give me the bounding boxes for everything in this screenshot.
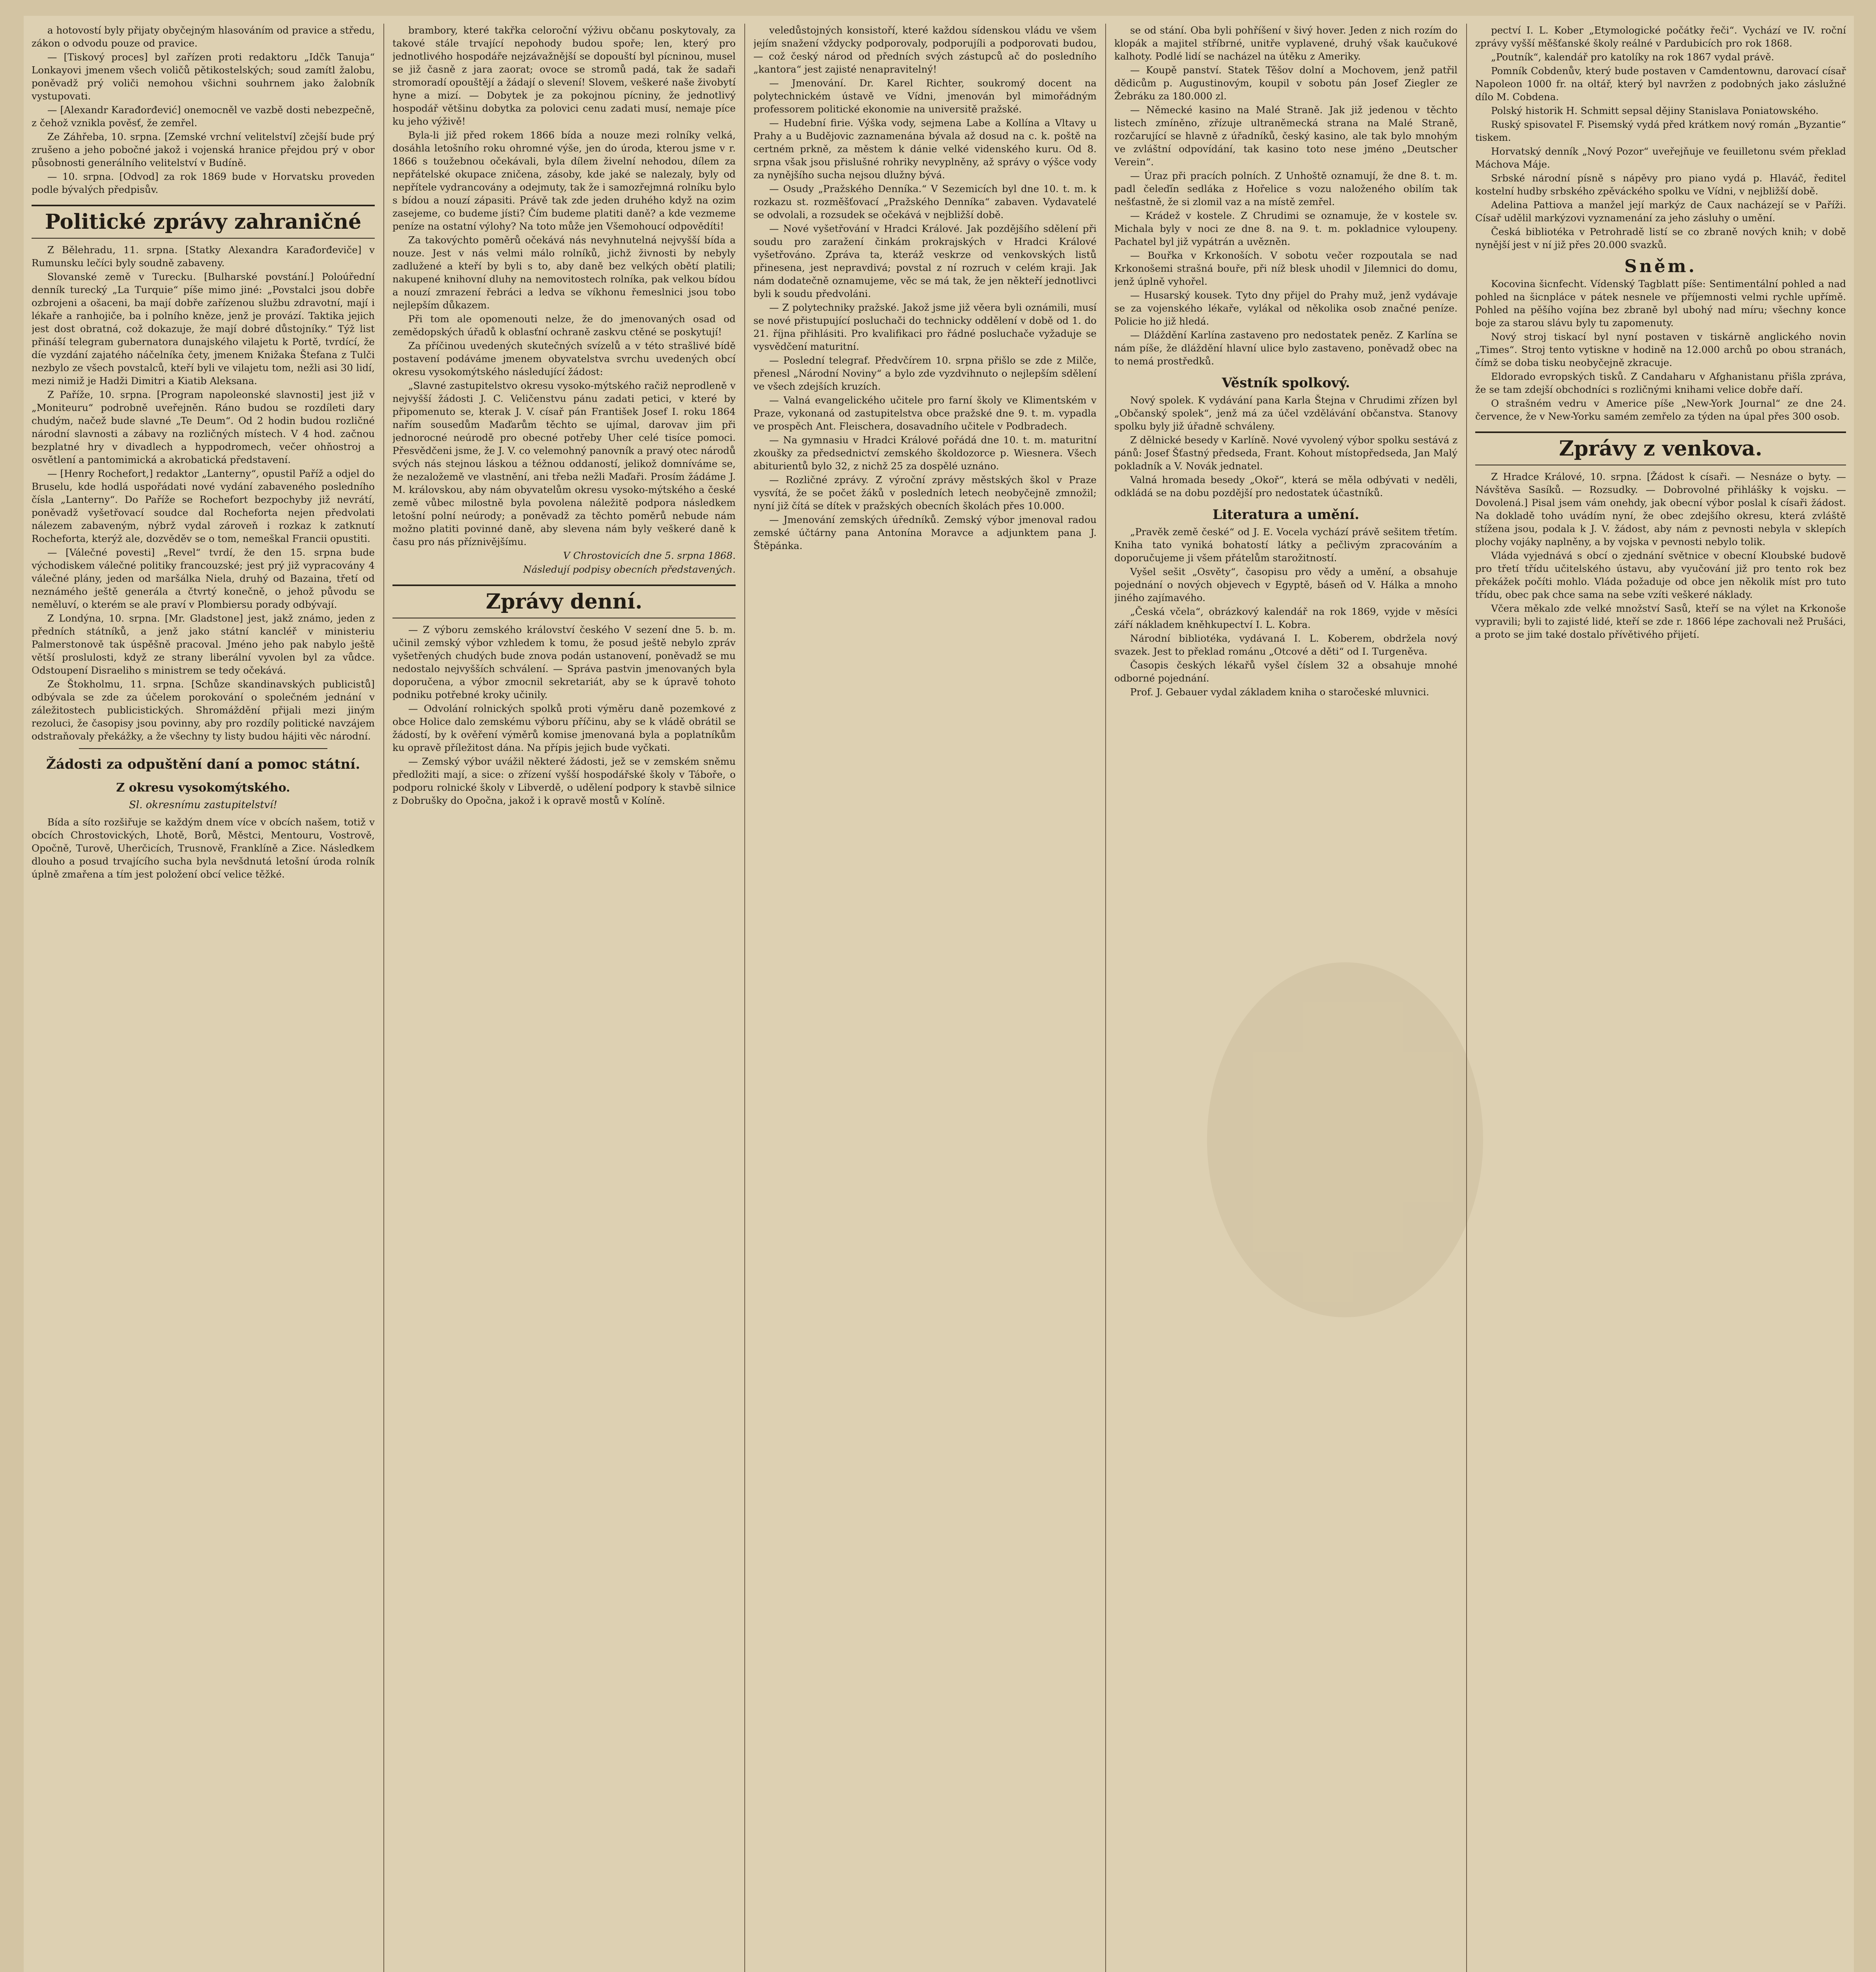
column-rule xyxy=(744,24,745,1972)
article-text: — Valná evangelického učitele pro farní školy ve Klimentském v Praze, vykonaná od zastupitelstva obce pražské dne 9. t. m. vypadla ve prospěch Ant. Fleischera, dosavadního učitele v Podbradech. xyxy=(753,394,1097,432)
article-text: — Z polytechniky pražské. Jakož jsme již věera byli oznámili, musí se nové přistupující posluchači do technicky oddělení v době od 1. do 21. října přihlásiti. Pro kvalifikaci pro řádné posluchače vyžaduje se vysvědčení maturitní. xyxy=(753,302,1097,352)
article-text: — Jmenování. Dr. Karel Richter, soukromý docent na polytechnickém ústavě ve Vídni, jmenován byl mimořádným professorem politické ekonomie na universitě pražské. xyxy=(753,77,1097,115)
article-text: Včera měkalo zde velké množství Sasů, kteří se na výlet na Krkonoše vypravili; byli to zajisté lidé, kteří se zde r. 1866 lépe zachovali než Prušáci, a proto se jim také dostalo přívětivého přijetí. xyxy=(1475,603,1846,640)
article-text: — Poslední telegraf. Předvčírem 10. srpna přišlo se zde z Milče, přenesl „Národní Noviny“ a bylo zde vyzdvihnuto o nejlepším sdělení ve všech zdejších kruzích. xyxy=(753,355,1097,392)
article-heading: Žádosti za odpuštění daní a pomoc státní. xyxy=(46,756,360,772)
article-text: — [Válečné povesti] „Revel“ tvrdí, že den 15. srpna bude východiskem válečné politiky francouzské; jest prý již vypracovány 4 válečné plány, jeden od maršálka Niela, druhý od Bazaina, třetí od neznámého ještě generála a čtvrtý konečně, o jehož původu se neměluví, o kterém se ale praví v Plombiersu porady odbývají. xyxy=(32,547,375,610)
article-text: — Dláždění Karlína zastaveno pro nedostatek peněz. Z Karlína se nám píše, že dláždění hlavní ulice bylo zastaveno, poněvadž obec na to nemá prostředků. xyxy=(1114,329,1457,367)
article-text: Byla-li již před rokem 1866 bída a nouze mezi rolníky velká, dosáhla letošního roku ohromné výše, jen do úroda, kterou jsme v r. 1866 s toužebnou očekávali, byla dílem živelní nehodou, dílem za nepřátelské okupace zničena, zásoby, kde jaké se nalezaly, byly od nepřítele vydrancovány a odejmuty, tak že i samozřejmná rolníku bylo s bídou a nouzí zápasiti. Právě tak zde jeden druhého když na ozim zasejeme, co budeme jísti? Čím budeme platiti daně? a kde vezmeme peníze na ostatní výlohy? Na toto může jen Všemohoucí odpovědíti! xyxy=(392,129,736,232)
article-text: Eldorado evropských tisků. Z Candaharu v Afghanistanu přišla zpráva, že se tam zdejší obchodníci s rozličnými knihami velice dobře daří. xyxy=(1475,371,1846,395)
article-text: — [Henry Rochefort,] redaktor „Lanterny“, opustil Paříž a odjel do Bruselu, kde hodlá uspořádati nové vydání zabaveného posledního čísla „Lanterny“. Do Paříže se Rochefort bezpochyby již nevrátí, poněvadž vyšetřovací soudce dal Rocheforta nejen předvolati nálezem zabaveným, nýbrž vydal zároveň i rozkaz k zatknutí Rocheforta, kterýž ale, dozvěděv se o tom, nemeškal Francii opustiti. xyxy=(32,468,375,544)
column-rule xyxy=(1105,24,1106,1972)
article-text: Za příčinou uvedených skutečných svízelů a v této strašlivé bídě postavení podáváme jmenem obyvatelstva svrchu uvedených obcí okresu vysokomýtského následující žádost: xyxy=(392,340,736,377)
article-text: Pomník Cobdenův, který bude postaven v Camdentownu, darovací císař Napoleon 1000 fr. na oltář, který byl navržen z podobných jako záslužné dílo M. Cobdena. xyxy=(1475,65,1846,103)
signature-line: V Chrostovicích dne 5. srpna 1868. xyxy=(563,550,736,561)
article-text: — 10. srpna. [Odvod] za rok 1869 bude v Horvatsku proveden podle bývalých předpisův. xyxy=(32,171,375,195)
article-salutation: Sl. okresnímu zastupitelství! xyxy=(129,799,278,811)
article-text: — Osudy „Pražského Denníka.“ V Sezemicích byl dne 10. t. m. k rozkazu st. rozměšťovací „Pražského Denníka“ zabaven. Vydavatelé se odvolali, a rozsudek se očekává v nejbližší době. xyxy=(753,183,1097,220)
article-text: a hotovostí byly přijaty obyčejným hlasováním od pravice a středu, zákon o odvodu pouze od pravice. xyxy=(32,24,375,49)
article-text: brambory, které takřka celoroční výživu občanu poskytovaly, za takové stále trvající nepohody budou spoře; len, který pro jednotlivého hospodáře nejzávažnější se dopouští byl pícninou, musel se již časně z jara zaorat; ovoce se stromů padá, tak že sadaři stromoradí opouštějí a žádají o slevení! Slovem, veškeré naše živobytí hyne a mizí. — Dobytek je za pokojnou pícniny, že jednotlivý hospodář většinu dobytka za polovici cenu zadati musí, nemaje píce ku jeho výživě! xyxy=(392,24,736,127)
article-text: — Rozličné zprávy. Z výroční zprávy městských škol v Praze vysvítá, že se počet žáků v posledních letech neobyčejně zmnožil; nyní již čítá se dítek v pražských obecních školách přes 10.000. xyxy=(753,474,1097,512)
article-text: Nový stroj tiskací byl nyní postaven v tiskárně anglického novin „Times“. Stroj tento vytiskne v hodině na 12.000 archů po obou stranách, čímž se doba tisku neobyčejně zkracuje. xyxy=(1475,331,1846,368)
article-text: — Zemský výbor uvážil některé žádosti, jež se v zemském sněmu předložiti mají, a sice: o zřízení vyšší hospodářské školy v Táboře, o podporu rolnické školy v Libverdě, o udělení podpory k stavbě silnice z Dobrušky do Opočna, jakož i k opravě mostů v Kolíně. xyxy=(392,756,736,806)
signature-line: Následují podpisy obecních představených. xyxy=(523,564,736,575)
section-heading: Zprávy z venkova. xyxy=(1475,431,1846,465)
article-text: „Slavné zastupitelstvo okresu vysoko-mýtského račiž neprodleně v nejvyšší žádosti J. C. Veličenstvu pánu zadati petici, v které by připomenuto se, kterak J. V. císař pán František Josef I. roku 1864 nařím sousedům Maďarům těchto se ujímal, darovav jim při jednorocné neúrodě pro obecné potřeby Uher celé tisíce pomoci. Přesvědčeni jsme, že J. V. co velemohný panovník a pravý otec národů svých nás stejnou láskou a téžnou oddaností, jelikož domníváme se, že nezaložemě ve vlastnění, ani třeba nežli Maďaři. Prosím žádáme J. M. královskou, aby nám obyvatelům okresu vysoko-mýtského a české země vůbec milostně byla povolena náležitě podpora následkem letošní polní neúrody; a poněvadž za těchto poměrů nebude nám možno platiti povinné daně, aby slevena nám byly veškeré daně k času pro nás příznivějšímu. xyxy=(392,380,736,547)
article-text: „Česká včela“, obrázkový kalendář na rok 1869, vyjde v měsíci září nákladem kněhkupectví I. L. Kobra. xyxy=(1114,606,1457,630)
section-heading: Sněm. xyxy=(1624,256,1697,276)
article-text: „Poutník“, kalendář pro katolíky na rok 1867 vydal právě. xyxy=(1491,51,1774,63)
article-text: Valná hromada besedy „Okoř“, která se měla odbývati v neděli, odkládá se na dobu pozdější pro nedostatek účastníků. xyxy=(1114,474,1457,499)
article-text: Vláda vyjednává s obcí o zjednání světnice v obecní Kloubské budově pro třetí třídu učitelského ústavu, aby vyučování již pro tento rok bez překážek počíti mohlo. Vláda požaduje od obce jen několik míst pro tuto třídu, obec pak chce sama na sebe vzíti veškeré náklady. xyxy=(1475,550,1846,600)
article-text: — Bouřka v Krkonoších. V sobotu večer rozpoutala se nad Krkonošemi strašná bouře, při níž blesk uhodil v Jilemnici do domu, jenž úplně vyhořel. xyxy=(1114,250,1457,287)
article-text: Ze Štokholmu, 11. srpna. [Schůze skandinavských publicistů] odbývala se zde za účelem porokování o společném jednání v záležitostech publicistických. Shromáždění přijali mezi jiným rezoluci, že časopisy jsou povinny, aby pro rozdíly politické navzájem odstraňovaly překážky, a že všechny ty listy budou hájiti věc národní. xyxy=(32,678,375,742)
article-text: Národní bibliotéka, vydávaná I. L. Koberem, obdržela nový svazek. Jest to překlad románu „Otcové a děti“ od I. Turgeněva. xyxy=(1114,633,1457,657)
article-text: — Husarský kousek. Tyto dny přijel do Prahy muž, jenž vydávaje se za vojenského lékaře, vylákal od několika osob značné peníze. Policie ho již hledá. xyxy=(1114,289,1457,327)
article-text: Vyšel sešit „Osvěty“, časopisu pro vědy a umění, a obsahuje pojednání o nových objevech v Egyptě, báseň od V. Hálka a mnoho jiného zajímavého. xyxy=(1114,566,1457,603)
article-text: — Odvolání rolnických spolků proti výměru daně pozemkové z obce Holice dalo zemskému výboru příčinu, aby se k vládě obrátil se žádostí, by k ověření výměrů komise jmenovaná byla a poplatníkům ku opravě příležitost dána. Na přípis jejich bude vyčkati. xyxy=(392,703,736,753)
article-text: Horvatský denník „Nový Pozor“ uveřejňuje ve feuilletonu svém překlad Máchova Máje. xyxy=(1475,146,1846,170)
section-heading: Věstník spolkový. xyxy=(1222,375,1350,391)
article-text: — Hudební firie. Výška vody, sejmena Labe a Kollína a Vltavy u Prahy a u Budějovic zaznamenána bývala až dosud na c. k. poště na certném prkně, za městem k dánie velké videnského kuru. Od 8. srpna však jsou přislušné rohriky nevyplněny, až správy o výšce vody za nynějšího sucha nejsou dlužny bývá. xyxy=(753,117,1097,181)
article-text: pectví I. L. Kober „Etymologické počátky řeči“. Vychází ve IV. roční zprávy vyšší měšťanské školy reálné v Pardubicích pro rok 1868. xyxy=(1475,24,1846,49)
article-text: — Úraz při pracích polních. Z Unhoště oznamují, že dne 8. t. m. padl čeleďín sedláka z Hořelice s vozu naloženého obilím tak nešťastně, že si zlomil vaz a na místě zemřel. xyxy=(1114,170,1457,207)
section-heading: Zprávy denní. xyxy=(392,585,736,618)
divider xyxy=(79,748,327,749)
article-text: Ze Záhřeba, 10. srpna. [Zemské vrchní velitelství] zčejší bude prý zrušeno a jeho pobočné jakož i vojenská hranice přejdou prý v obor působnosti generálního velitelství v Budíně. xyxy=(32,131,375,168)
article-text: Prof. J. Gebauer vydal základem kniha o staročeské mluvnici. xyxy=(1130,686,1429,698)
column-rule xyxy=(1466,24,1467,1972)
article-text: Slovanské země v Turecku. [Bulharské povstání.] Poloúřední denník turecký „La Turquie“ píše mimo jiné: „Povstalci jsou dobře ozbrojeni a ošaceni, ba mají dobře zařízenou službu zdravotní, mají i lékaře a ranhojiče, ba i polního kněze, jenž je provází. Taktika jejich jest dost obratná, což dokazuje, že mají dobré důstojníky.“ Týž list přináší telegram gubernatora dunajského vilajetu k Portě, tvrdící, že díe vyzdání zajatého náčelníka čety, jmenem Knižaka Štefana z Tulči nezbylo ze všech povstalců, kteří byli ve vilajetu tom, nežli asi 30 lidí, mezi nimiž je Hadži Dimitri a Kiatib Aleksana. xyxy=(32,271,375,387)
article-text: Adelina Pattiova a manžel její markýz de Caux nacházejí se v Paříži. Císař udělil markýzovi vyznamenání za jeho zásluhy o umění. xyxy=(1475,199,1846,224)
article-text: Z Londýna, 10. srpna. [Mr. Gladstone] jest, jakž známo, jeden z předních státníků, a jenž jako státní kancléř v ministeriu Palmerstonově tak úspěšně pracoval. Jméno jeho pak nabylo ještě větší proslulosti, když ze strany liberální vyvolen byl za vůdce. Odstoupení Disraeliho s ministrem se tedy očekává. xyxy=(32,613,375,676)
article-text: Z Bělehradu, 11. srpna. [Statky Alexandra Karađorđeviče] v Rumunsku lečíci byly soudně zabaveny. xyxy=(32,244,375,269)
column-3 xyxy=(753,24,1097,1972)
article-text: — Koupě panství. Statek Těšov dolní a Mochovem, jenž patřil dědicům p. Augustinovým, koupil v sobotu pán Josef Ziegler ze Žebráku za 180.000 zl. xyxy=(1114,64,1457,102)
article-text: Z Paříže, 10. srpna. [Program napoleonské slavnosti] jest již v „Moniteuru“ podrobně uveřejněn. Ráno budou se rozdíleti dary chudým, načež bude slavné „Te Deum“. Od 2 hodin budou rozličné národní slavnosti a zábavy na rozličných místech. V 4 hod. začnou bezplatné hry v divadlech a hyppodromech, večer ohňostroj a osvětlení a pantomimická a akrobatická představení. xyxy=(32,389,375,465)
article-text: Z Hradce Králové, 10. srpna. [Žádost k císaři. — Nesnáze o byty. — Návštěva Sasíků. — Rozsudky. — Dobrovolné přihlášky k vojsku. — Dovolená.] Pisal jsem vám onehdy, jak obecní výbor poslal k císaři žádost. Na dokladě toho uvádím nyní, že obec zdejšího okresu, která zvláště stížena jsou, podala k J. V. žádost, aby nám z pevnosti nebyla v sklepích plochy vojáky naplněny, a by vojska v pevnosti nebylo tolik. xyxy=(1475,471,1846,547)
article-subheading: Z okresu vysokomýtského. xyxy=(116,781,290,795)
article-text: Z dělnické besedy v Karlíně. Nové vyvolený výbor spolku sestává z pánů: Josef Šťastný předseda, Frant. Kohout místopředseda, Jan Malý pokladník a V. Novák jednatel. xyxy=(1114,434,1457,472)
column-1 xyxy=(32,24,375,1972)
article-text: O strašném vedru v Americe píše „New-York Journal“ ze dne 24. července, že v New-Yorku samém zemřelo za týden na úpal přes 300 osob. xyxy=(1475,398,1846,422)
article-text: Ruský spisovatel F. Pisemský vydá před krátkem nový román „Byzantie“ tiskem. xyxy=(1475,119,1846,143)
article-text: Kocovina šicnfecht. Vídenský Tagblatt píše: Sentimentální pohled a nad pohled na šicnpláce v pátek nesnele ve příjemnosti velmi rychle upřímě. Pohled na pěšího vojína bez zbraně byl ubohý nad míru; všechny konce boje za starou slávu byly tu zapomenuty. xyxy=(1475,278,1846,329)
article-text: — Jmenování zemských úředníků. Zemský výbor jmenoval radou zemské účtárny pana Antonína Moravce a adjunktem pana J. Štěpánka. xyxy=(753,514,1097,551)
article-text: Časopis českých lékařů vyšel číslem 32 a obsahuje mnohé odborné pojednání. xyxy=(1114,659,1457,684)
column-2 xyxy=(392,24,736,1972)
section-heading: Literatura a umění. xyxy=(1213,507,1359,523)
article-text: Polský historik H. Schmitt sepsal dějiny Stanislava Poniatowského. xyxy=(1491,105,1819,116)
newspaper-page xyxy=(24,16,1854,1972)
section-heading: Politické zprávy zahraničné xyxy=(32,205,375,239)
article-text: „Pravěk země české“ od J. E. Vocela vychází právě sešitem třetím. Kniha tato vyniká bohatostí látky a pečlivým zpracováním a doporučujeme ji všem přátelům starožitností. xyxy=(1114,526,1457,564)
article-text: Srbské národní písně s nápěvy pro piano vydá p. Hlaváč, ředitel kostelní hudby srbského zpěváckého spolku ve Vídni, v nejbližší době. xyxy=(1475,172,1846,197)
article-text: Bída a síto rozšiřuje se každým dnem více v obcích našem, totiž v obcích Chrostovických, Lhotě, Borů, Městci, Mentouru, Vostrově, Opočně, Turově, Uherčicích, Trusnově, Franklíně a Zice. Následkem dlouho a posud trvajícího sucha byla nevšdnutá letošní úroda rolník úplně zmařena a tím jest položení obcí velice těžké. xyxy=(32,816,375,880)
article-text: Za takovýchto poměrů očekává nás nevyhnutelná nejvyšší bída a nouze. Jest v nás velmi málo rolníků, jichž živnosti by nebyly zadlužené a kteří by byli s to, aby daně bez velkých obětí platili; nakupené knihovní dluhy na nemovitostech rolníka, pak velkou bídou a nouzí zmrazení řebráci a ledva se víkhonu řemeslnici jsou tobo nejlepším důkazem. xyxy=(392,234,736,311)
article-text: — Krádež v kostele. Z Chrudimi se oznamuje, že v kostele sv. Michala byly v noci ze dne 8. na 9. t. m. pokladnice vyloupeny. Pachatel byl již vypátrán a uvězněn. xyxy=(1114,210,1457,247)
column-4 xyxy=(1114,24,1457,1972)
article-text: se od stání. Oba byli pohříšení v šivý hover. Jeden z nich rozím do klopák a majitel stříbrné, unitře vyplavené, druhý však kaučukové kalhoty. Podlé lidí se nacházel na útěku z Ameriky. xyxy=(1114,24,1457,62)
article-text: — Německé kasino na Malé Straně. Jak již jedenou v těchto listech zmíněno, zřízuje ultraněmecká strana na Malé Straně, rozčarující se hlavně z úřadníků, český kasino, ale tak bylo mnohým ve zvláštní odpovídání, tak kasino toto nese jméno „Deutscher Verein“. xyxy=(1114,104,1457,168)
article-text: — [Tiskový proces] byl zařízen proti redaktoru „Idčk Tanuja“ Lonkayovi jmenem všech voličů pětikostelských; soud zamítl žalobu, poněvadž prý voliči nemohou všichni souhrnem jako žalobník vystupovati. xyxy=(32,51,375,102)
column-rule xyxy=(383,24,384,1972)
article-text: — Nové vyšetřování v Hradci Králové. Jak pozdějšího sdělení při soudu pro zaražení činkám prokrajských v Hradci Králové vyšetřováno. Zpráva ta, kteráž veskrze od venkovských listů přinesena, jest nepravdivá; povstal z ní rozruch v celém kraji. Jak nám dodatečně oznamujeme, věc se má tak, že jen někteří jednotlivci byli k soudu předvoláni. xyxy=(753,223,1097,299)
column-5 xyxy=(1475,24,1846,1972)
article-text: — [Alexandr Karađorđević] onemocněl ve vazbě dosti nebezpečně, z čehož vznikla pověsť, že zemřel. xyxy=(32,104,375,129)
article-text: Při tom ale opomenouti nelze, že do jmenovaných osad od zemědopských úřadů k oblasťní ochraně zaskvu ctěné se poskytují! xyxy=(392,313,736,338)
article-text: — Na gymnasiu v Hradci Králové pořádá dne 10. t. m. maturitní zkoušky za předsednictví zemského školdozorce p. Wiesnera. Všech abiturientů bylo 32, z nichž 25 za dospělé uznáno. xyxy=(753,434,1097,472)
article-text: — Z výboru zemského království českého V sezení dne 5. b. m. učinil zemský výbor vzhledem k tomu, že posud ještě nebylo zpráv vyšetřených chudých bude znova podán ustanovení, poněvadž se mu nedostalo nejvyšších schválení. — Správa pastvin jmenovaných byla doporučena, a výbor zmocnil sekretariát, aby se k úpravě tohoto podniku potřebné kroky učinily. xyxy=(392,624,736,700)
article-text: veledůstojných konsistoří, které každou sídenskou vládu ve všem jejím snažení vždycky podporovaly, podporujíli a podporovati budou, — což český národ od předních svých zástupců ač do posledního „kantora“ jest zajisté nenapravitelný! xyxy=(753,24,1097,75)
article-text: Česká bibliotéka v Petrohradě listí se co zbraně nových knih; v době nynější jest v ní již přes 20.000 svazků. xyxy=(1475,226,1846,250)
article-text: Nový spolek. K vydávání pana Karla Štejna v Chrudimi zřízen byl „Občanský spolek“, jenž má za účel vzdělávání občanstva. Stanovy spolku byly již úřadně schváleny. xyxy=(1114,394,1457,432)
